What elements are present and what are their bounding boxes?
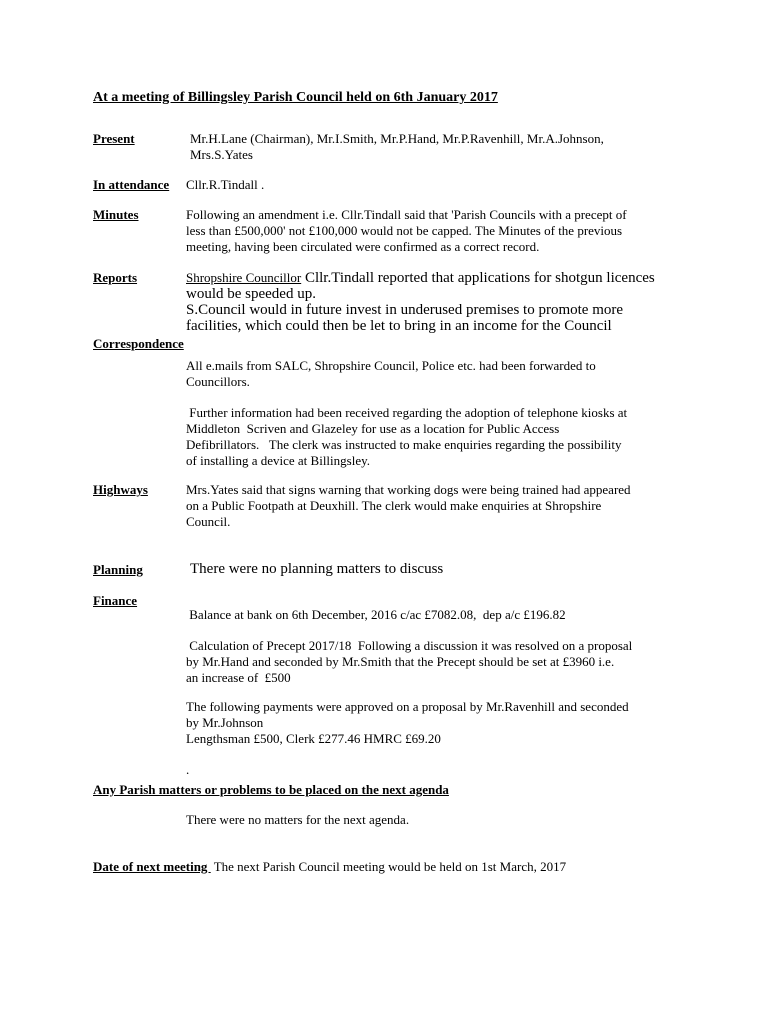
document-title: At a meeting of Billingsley Parish Council held on 6th January 2017 [93, 90, 498, 105]
next-meeting-text: The next Parish Council meeting would be held on 1st March, 2017 [210, 859, 567, 874]
present-text: Mr.H.Lane (Chairman), Mr.I.Smith, Mr.P.Hand, Mr.P.Ravenhill, Mr.A.Johnson, Mrs.S.Yates [190, 131, 604, 162]
reports-line1: Cllr.Tindall reported that applications for shotgun licences [301, 270, 655, 286]
correspondence-label: Correspondence [93, 336, 184, 351]
reports-text: would be speeded up. S.Council would in future invest in underused premises to promote more facilities, which could then be let to bring in an income for the Council [186, 286, 624, 334]
minutes-text: Following an amendment i.e. Cllr.Tindall said that 'Parish Councils with a precept of less than £500,000' not £100,000 would not be capped. The Minutes of the previous meeting, having been circulated were confirmed as a correct record. [186, 207, 627, 254]
attendance-text: Cllr.R.Tindall . [186, 177, 265, 192]
attendance-label: In attendance [93, 177, 170, 192]
planning-label: Planning [93, 562, 143, 577]
finance-precept: Calculation of Precept 2017/18 Following a discussion it was resolved on a proposal by Mr.Hand and seconded by Mr.Smith that the Precept should be set at £3960 i.e. an increase of £500 [186, 638, 633, 685]
next-meeting-line [93, 859, 566, 875]
any-matters-text: There were no matters for the next agenda. [186, 812, 410, 827]
present-label: Present [93, 131, 135, 146]
minutes-label: Minutes [93, 207, 139, 222]
highways-label: Highways [93, 482, 148, 497]
correspondence-para1: All e.mails from SALC, Shropshire Council, Police etc. had been forwarded to Councillors. [186, 358, 596, 389]
any-matters-label: Any Parish matters or problems to be placed on the next agenda [93, 782, 449, 797]
finance-balance: Balance at bank on 6th December, 2016 c/ac £7082.08, dep a/c £196.82 [186, 607, 566, 622]
finance-payments: The following payments were approved on a proposal by Mr.Ravenhill and seconded by Mr.Johnson Lengthsman £500, Clerk £277.46 HMRC £69.20 [186, 699, 629, 746]
next-meeting-label: Date of next meeting [93, 859, 211, 874]
finance-dot: . [186, 762, 190, 777]
finance-label: Finance [93, 593, 138, 608]
planning-text: There were no planning matters to discuss [190, 561, 444, 577]
reports-label: Reports [93, 270, 138, 285]
reports-sub-label: Shropshire Councillor [186, 270, 302, 285]
reports-first-line [186, 270, 655, 286]
highways-text: Mrs.Yates said that signs warning that working dogs were being trained had appeared on a Public Footpath at Deuxhill. The clerk would make enquiries at Shropshire Council. [186, 482, 631, 529]
correspondence-para2: Further information had been received regarding the adoption of telephone kiosks at Middleton Scriven and Glazeley for use as a location for Public Access Defibrillators. The clerk was instructed to make enquiries regarding the possibility of installing a device at Billingsley. [186, 405, 628, 468]
